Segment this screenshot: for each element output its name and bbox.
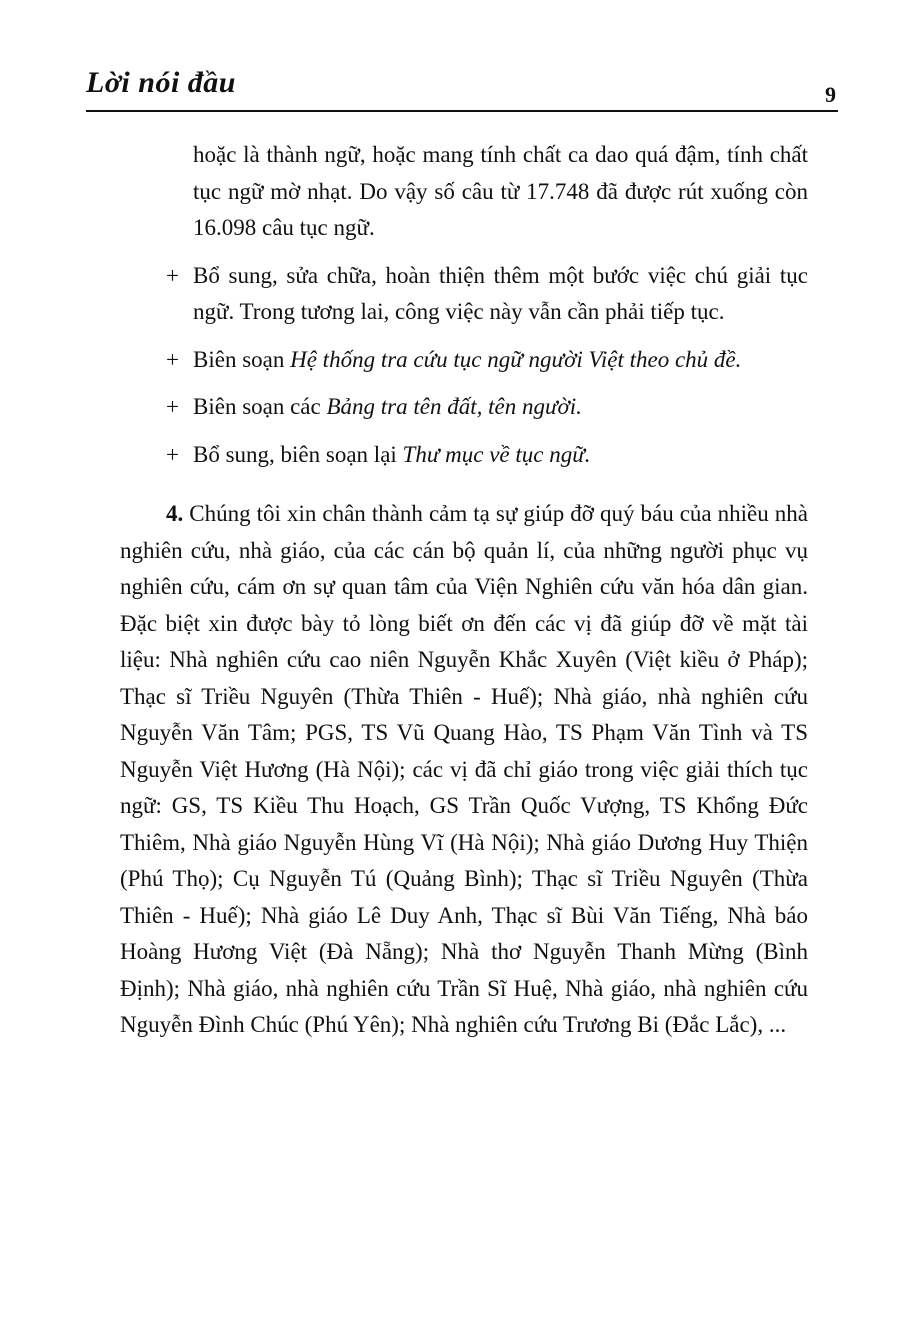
acknowledgement-text: Chúng tôi xin chân thành cảm tạ sự giúp đỡ quý báu của nhiều nhà nghiên cứu, nhà giáo, của các cán bộ quản lí, của những người phục vụ nghiên cứu, cám ơn sự quan tâm của Viện Nghiên cứu văn hóa dân gian. Đặc biệt xin được bày tỏ lòng biết ơn đến các vị đã giúp đỡ về mặt tài liệu: Nhà nghiên cứu cao niên Nguyễn Khắc Xuyên (Việt kiều ở Pháp); Thạc sĩ Triều Nguyên (Thừa Thiên - Huế); Nhà giáo, nhà nghiên cứu Nguyễn Văn Tâm; PGS, TS Vũ Quang Hào, TS Phạm Văn Tình và TS Nguyễn Việt Hương (Hà Nội); các vị đã chỉ giáo trong việc giải thích tục ngữ: GS, TS Kiều Thu Hoạch, GS Trần Quốc Vượng, TS Khổng Đức Thiêm, Nhà giáo Nguyễn Hùng Vĩ (Hà Nội); Nhà giáo Dương Huy Thiện (Phú Thọ); Cụ Nguyễn Tú (Quảng Bình); Thạc sĩ Triều Nguyên (Thừa Thiên - Huế); Nhà giáo Lê Duy Anh, Thạc sĩ Bùi Văn Tiếng, Nhà báo Hoàng Hương Việt (Đà Nẵng); Nhà thơ Nguyễn Thanh Mừng (Bình Định); Nhà giáo, nhà nghiên cứu Trần Sĩ Huệ, Nhà giáo, nhà nghiên cứu Nguyễn Đình Chúc (Phú Yên); Nhà nghiên cứu Trương Bi (Đắc Lắc), ... [120, 501, 808, 1037]
list-item-plain: Biên soạn [193, 346, 291, 372]
list-item [120, 437, 808, 474]
continuation-paragraph: hoặc là thành ngữ, hoặc mang tính chất ca dao quá đậm, tính chất tục ngữ mờ nhạt. Do vậy số câu từ 17.748 đã được rút xuống còn 16.098 câu tục ngữ. [193, 142, 808, 240]
chapter-title: Lời nói đầu [86, 66, 236, 99]
list-item-title: Bảng tra tên đất, tên người. [326, 394, 582, 419]
list-item-text [193, 342, 808, 379]
list-item-plain: Biên soạn các [193, 394, 327, 419]
list-item [120, 342, 808, 379]
list-item-plain: Bổ sung, biên soạn lại [193, 441, 403, 467]
bullet-mark: + [166, 262, 179, 288]
running-header [86, 62, 838, 112]
list-item-title: Hệ thống tra cứu tục ngữ người Việt theo chủ đề. [290, 346, 742, 372]
bullet-mark: + [166, 441, 179, 467]
bullet-mark: + [166, 346, 179, 372]
list-item-text [193, 389, 808, 426]
section-number: 4. [166, 501, 184, 526]
list-item [120, 389, 808, 426]
page-body [120, 137, 808, 1044]
acknowledgement-paragraph [120, 496, 808, 1044]
list-item [120, 258, 808, 331]
list-item-text [193, 258, 808, 331]
list-item-plain: Bổ sung, sửa chữa, hoàn thiện thêm một bước việc chú giải tục ngữ. Trong tương lai, công việc này vẫn cần phải tiếp tục. [193, 262, 808, 324]
list-item-title: Thư mục về tục ngữ. [402, 441, 591, 467]
page-number: 9 [825, 82, 836, 107]
bullet-mark: + [166, 394, 179, 419]
list-item-text [193, 437, 808, 474]
